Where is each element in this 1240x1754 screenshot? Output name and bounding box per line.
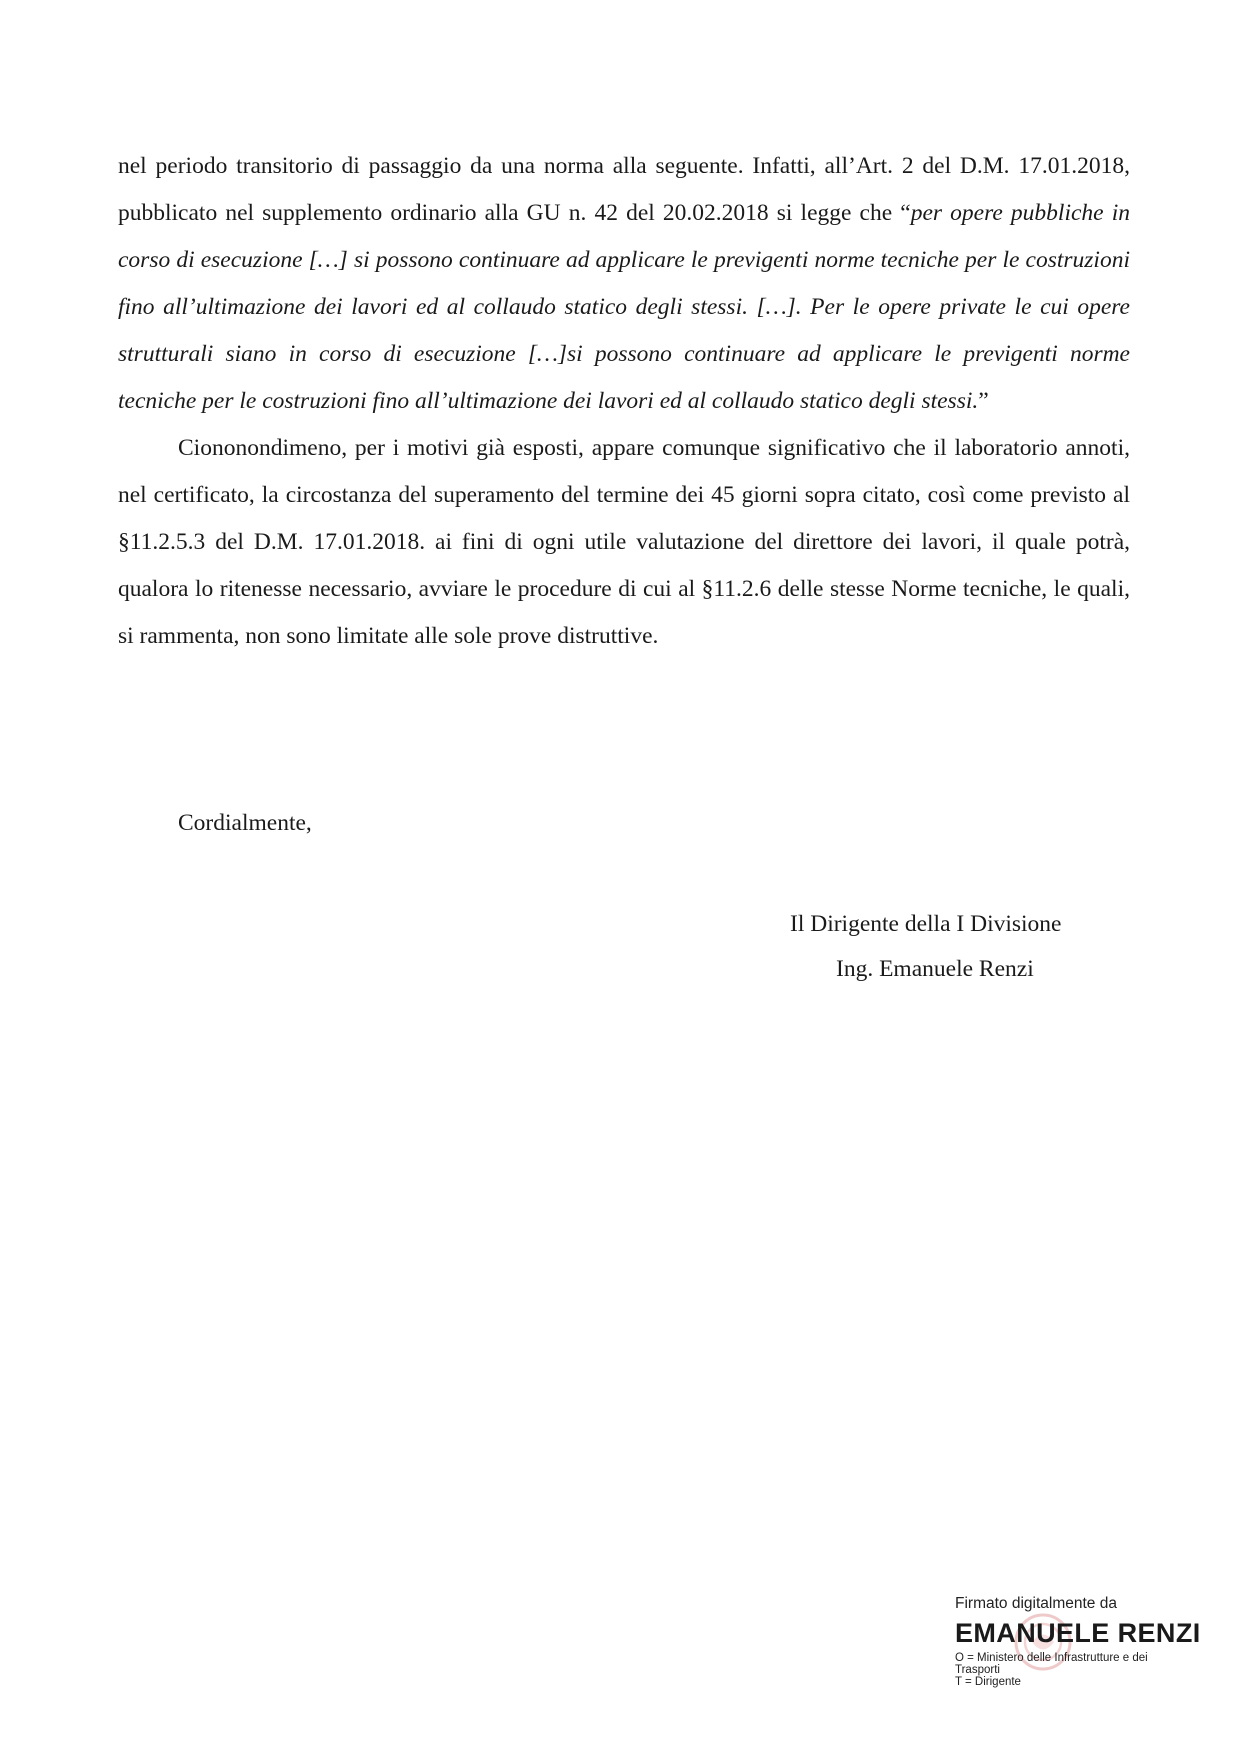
signer-role: Il Dirigente della I Divisione: [790, 911, 1062, 937]
letter-body: [118, 143, 1130, 660]
paragraph-transitional-norms: [118, 143, 1130, 425]
digital-signature-organization: O = Ministero delle Infrastrutture e dei: [955, 1652, 1148, 1664]
digital-signature-organization-cont: Trasporti: [955, 1664, 1000, 1676]
digital-signature-title: T = Dirigente: [955, 1676, 1021, 1688]
closing-greeting: Cordialmente,: [178, 810, 312, 836]
digital-signature-lead: Firmato digitalmente da: [955, 1595, 1117, 1612]
digital-signature-stamp: [955, 1595, 1215, 1705]
digital-signature-signer: EMANUELE RENZI: [955, 1618, 1201, 1648]
paragraph-laboratory-note: Ciononondimeno, per i motivi già esposti, appare comunque significativo che il laboratorio annoti, nel certificato, la circostanza del superamento del termine dei 45 giorni sopra citato, così come previsto al §11.2.5.3 del D.M. 17.01.2018. ai fini di ogni utile valutazione del direttore dei lavori, il quale potrà, qualora lo ritenesse necessario, avviare le procedure di cui al §11.2.6 delle stesse Norme tecniche, le quali, si rammenta, non sono limitate alle sole prove distruttive.: [118, 435, 1130, 649]
signer-name: Ing. Emanuele Renzi: [836, 956, 1034, 982]
quoted-regulation: per opere pubbliche in corso di esecuzione […] si possono continuare ad applicare le previgenti norme tecniche per le costruzioni fino all’ultimazione dei lavori ed al collaudo statico degli stessi. […]. Per le opere private le cui opere strutturali siano in corso di esecuzione […]si possono continuare ad applicare le previgenti norme tecniche per le costruzioni fino all’ultimazione dei lavori ed al collaudo statico degli stessi.: [118, 200, 1130, 414]
closing-quote: ”: [978, 388, 989, 414]
signature-block: [760, 902, 1140, 992]
paragraph-lead: nel periodo transitorio di passaggio da una norma alla seguente. Infatti, all’Art. 2 del D.M. 17.01.2018, pubblicato nel supplemento ordinario alla GU n. 42 del 20.02.2018 si legge che “: [118, 153, 1130, 226]
